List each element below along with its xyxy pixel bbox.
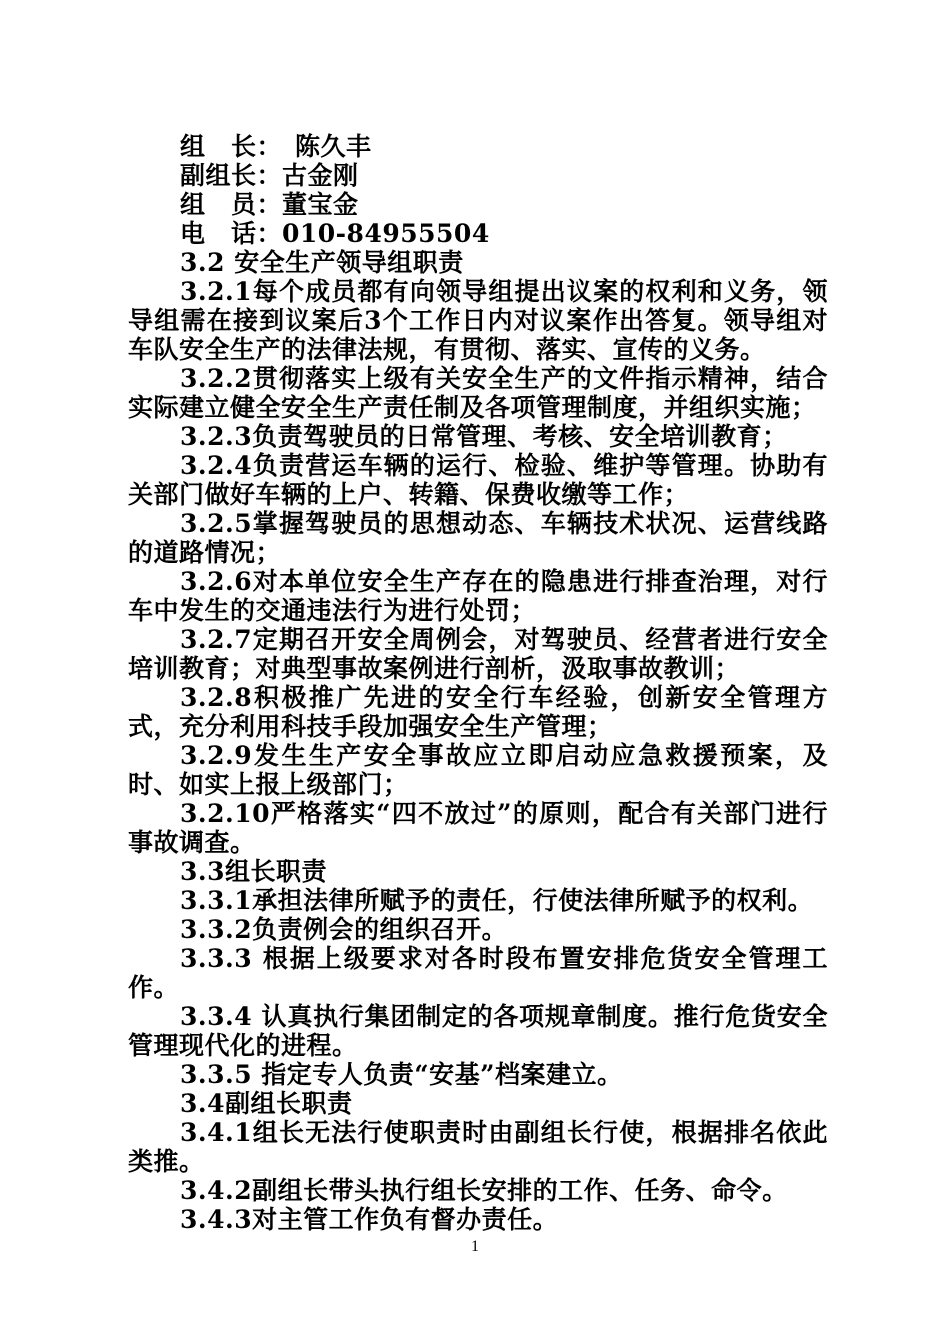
paragraph-3-4-3: 3.4.3对主管工作负有督办责任。 [180,1205,559,1234]
paragraph-3-2-7: 3.2.7定期召开安全周例会，对驾驶员、经营者进行安全培训教育；对典型事故案例进行剖析，汲取事故教训； [128,625,828,683]
page-number: 1 [471,1238,479,1255]
member-line: 组 员：董宝金 [180,190,359,219]
deputy-leader-line: 副组长：古金刚 [180,161,359,190]
paragraph-3-4-2: 3.4.2副组长带头执行组长安排的工作、任务、命令。 [180,1176,788,1205]
paragraph-3-3-2: 3.3.2负责例会的组织召开。 [180,915,508,944]
paragraph-3-2-1: 3.2.1每个成员都有向领导组提出议案的权利和义务，领导组需在接到议案后3个工作日内对议案作出答复。领导组对车队安全生产的法律法规，有贯彻、落实、宣传的义务。 [128,277,828,364]
phone-line: 电 话：010-84955504 [180,219,490,248]
paragraph-3-2-6: 3.2.6对本单位安全生产存在的隐患进行排查治理，对行车中发生的交通违法行为进行处罚； [128,567,828,625]
document-body [128,132,828,1234]
paragraph-3-3-4: 3.3.4 认真执行集团制定的各项规章制度。推行危货安全管理现代化的进程。 [128,1002,828,1060]
paragraph-3-2-8: 3.2.8积极推广先进的安全行车经验，创新安全管理方式，充分利用科技手段加强安全生产管理； [128,683,828,741]
leader-line: 组 长： 陈久丰 [180,132,372,161]
paragraph-3-2-5: 3.2.5掌握驾驶员的思想动态、车辆技术状况、运营线路的道路情况； [128,509,828,567]
paragraph-3-2-9: 3.2.9发生生产安全事故应立即启动应急救援预案，及时、如实上报上级部门； [128,741,828,799]
paragraph-3-2-10: 3.2.10严格落实“四不放过”的原则，配合有关部门进行事故调查。 [128,799,828,857]
paragraph-3-2-2: 3.2.2贯彻落实上级有关安全生产的文件指示精神，结合实际建立健全安全生产责任制及各项管理制度，并组织实施； [128,364,828,422]
section-heading-3-3: 3.3组长职责 [180,857,327,886]
paragraph-3-3-5: 3.3.5 指定专人负责“安基”档案建立。 [180,1060,623,1089]
paragraph-3-3-3: 3.3.3 根据上级要求对各时段布置安排危货安全管理工作。 [128,944,828,1002]
paragraph-3-2-3: 3.2.3负责驾驶员的日常管理、考核、安全培训教育； [180,422,788,451]
section-heading-3-4: 3.4副组长职责 [180,1089,353,1118]
paragraph-3-3-1: 3.3.1承担法律所赋予的责任，行使法律所赋予的权利。 [180,886,814,915]
paragraph-3-4-1: 3.4.1组长无法行使职责时由副组长行使，根据排名依此类推。 [128,1118,828,1176]
section-heading-3-2: 3.2 安全生产领导组职责 [180,248,464,277]
paragraph-3-2-4: 3.2.4负责营运车辆的运行、检验、维护等管理。协助有关部门做好车辆的上户、转籍、保费收缴等工作； [128,451,828,509]
